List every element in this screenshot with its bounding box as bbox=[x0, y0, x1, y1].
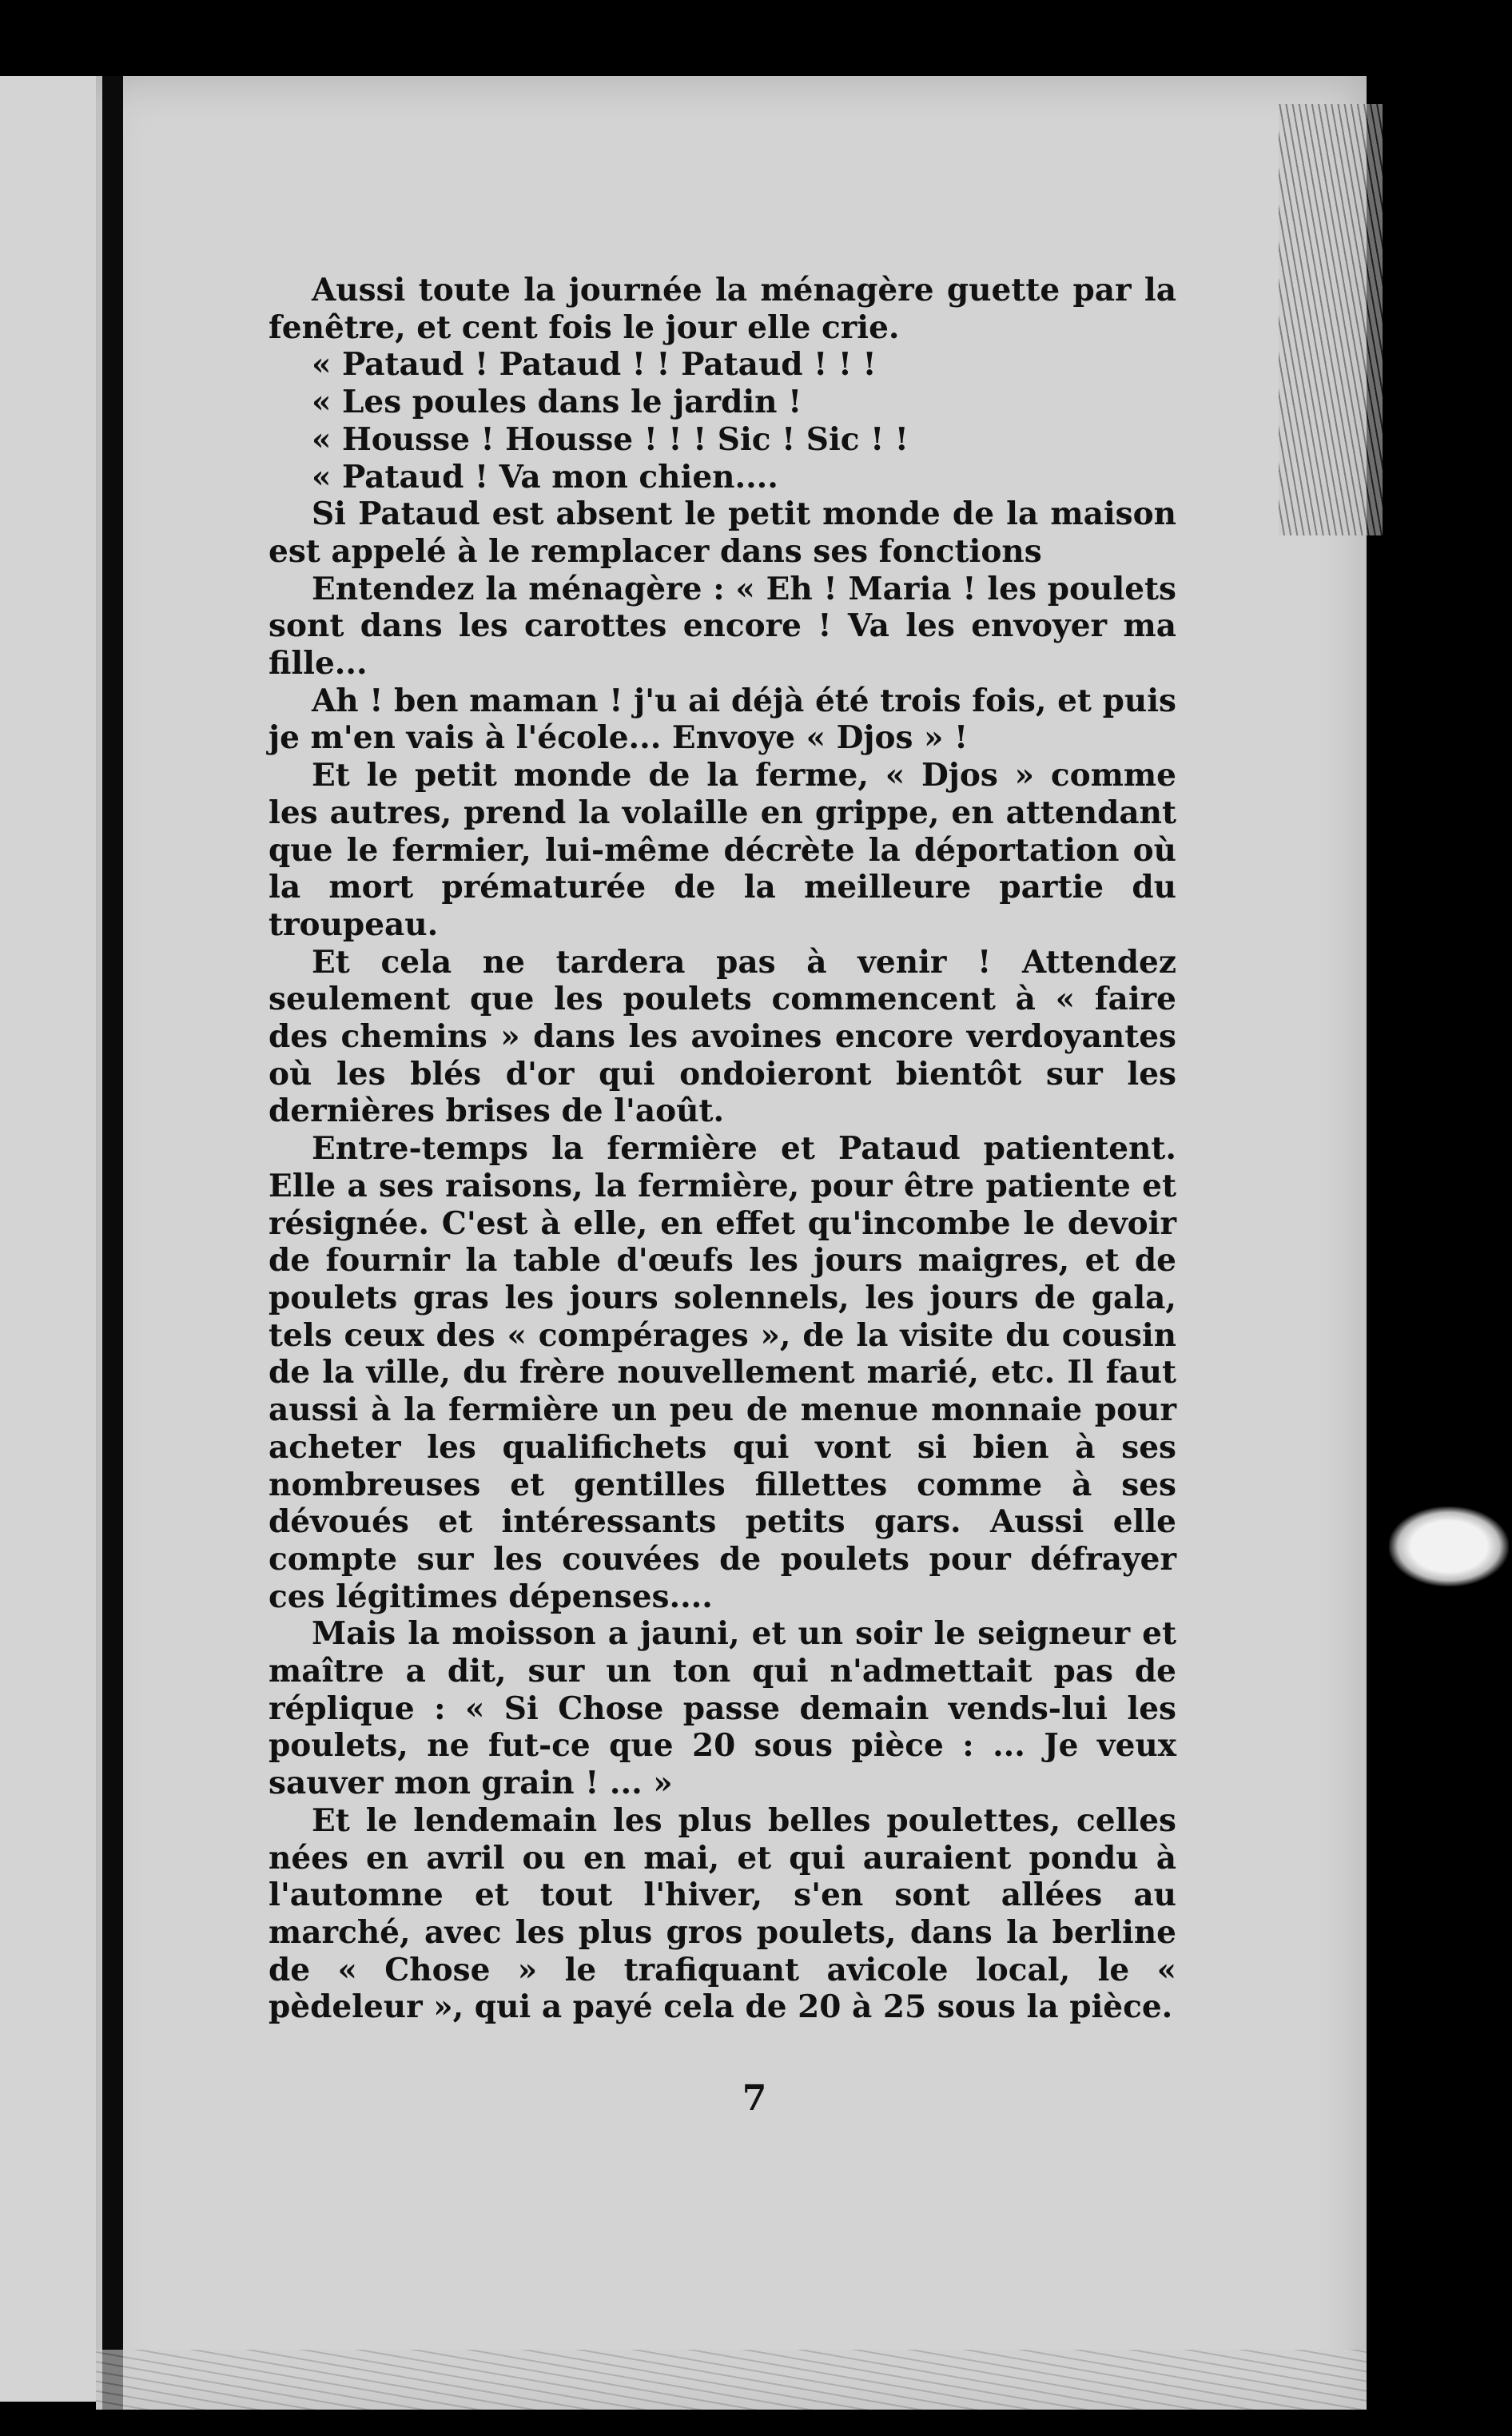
paragraph: Si Pataud est absent le petit monde de la maison est appelé à le remplacer dans ses fonctions bbox=[269, 496, 1176, 570]
adjacent-page bbox=[0, 76, 97, 2402]
body-text bbox=[269, 272, 1176, 2026]
paragraph: « Housse ! Housse ! ! ! Sic ! Sic ! ! bbox=[312, 420, 909, 458]
paragraph: « Pataud ! Va mon chien.... bbox=[312, 458, 778, 496]
paragraph: Entre-temps la fermière et Pataud patientent. Elle a ses raisons, la fermière, pour être patiente et résignée. C'est à elle, en effet qu'incombe le devoir de fournir la table d'œufs les jours maigres, et de poulets gras les jours solennels, les jours de gala, tels ceux des « compérages », de la visite du cousin de la ville, du frère nouvellement marié, etc. Il faut aussi à la fermière un peu de menue monnaie pour acheter les qualifichets qui vont si bien à ses nombreuses et gentilles fillettes comme à ses dévoués et intéressants petits gars. Aussi elle compte sur les couvées de poulets pour défrayer ces légitimes dépenses.... bbox=[269, 1130, 1176, 1615]
book-spine bbox=[102, 76, 123, 2410]
paragraph: Aussi toute la journée la ménagère guette par la fenêtre, et cent fois le jour elle crie. bbox=[269, 272, 1176, 346]
paragraph: Entendez la ménagère : « Eh ! Maria ! les poulets sont dans les carottes encore ! Va les envoyer ma fille... bbox=[269, 570, 1176, 683]
page-number: 7 bbox=[742, 2078, 767, 2119]
page-edges bbox=[1279, 104, 1383, 535]
paragraph: « Pataud ! Pataud ! ! Pataud ! ! ! bbox=[312, 346, 877, 384]
paper-speck bbox=[1389, 1507, 1509, 1586]
paragraph: « Les poules dans le jardin ! bbox=[312, 384, 802, 421]
paragraph: Et cela ne tardera pas à venir ! Attendez seulement que les poulets commencent à « faire des chemins » dans les avoines encore verdoyantes où les blés d'or qui ondoieront bientôt sur les dernières brises de l'août. bbox=[269, 943, 1176, 1130]
paragraph: Et le lendemain les plus belles poulettes, celles nées en avril ou en mai, et qui auraient pondu à l'automne et tout l'hiver, s'en sont allées au marché, avec les plus gros poulets, dans la berline de « Chose » le trafiquant avicole local, le « pèdeleur », qui a payé cela de 20 à 25 sous la pièce. bbox=[269, 1801, 1176, 2026]
paragraph: Ah ! ben maman ! j'u ai déjà été trois fois, et puis je m'en vais à l'école... Envoye « Djos » ! bbox=[269, 682, 1176, 757]
paragraph: Mais la moisson a jauni, et un soir le seigneur et maître a dit, sur un ton qui n'admettait pas de réplique : « Si Chose passe demain vends-lui les poulets, ne fut-ce que 20 sous pièce : ... Je veux sauver mon grain ! ... » bbox=[269, 1615, 1176, 1802]
paragraph: Et le petit monde de la ferme, « Djos » comme les autres, prend la volaille en grippe, en attendant que le fermier, lui-même décrète la déportation où la mort prématurée de la meilleure partie du troupeau. bbox=[269, 757, 1176, 943]
page-number-container bbox=[0, 2078, 1512, 2119]
page-bottom-edge bbox=[96, 2350, 1367, 2410]
